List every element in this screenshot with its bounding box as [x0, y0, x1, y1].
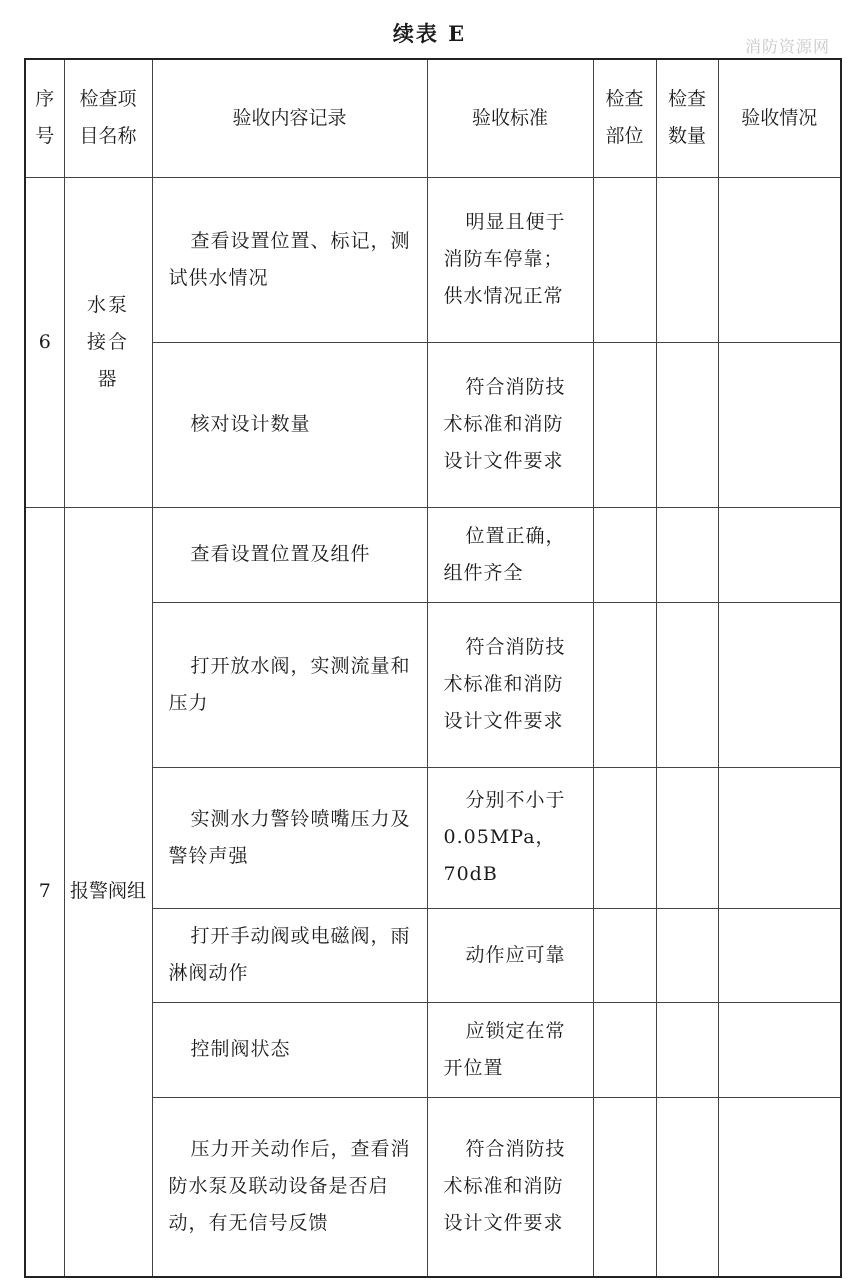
seq-cell: 6: [25, 177, 64, 507]
record-cell: [152, 1002, 427, 1097]
qty-cell: [656, 1097, 718, 1277]
header-row: [25, 59, 841, 177]
qty-cell: [656, 767, 718, 908]
table-row: [25, 177, 841, 342]
acceptance-table: [24, 58, 842, 1278]
status-cell: [718, 767, 841, 908]
standard-cell: [427, 177, 593, 342]
record-cell: [152, 602, 427, 767]
part-cell: [593, 908, 656, 1002]
item-name-cell: 报警阀组: [64, 507, 152, 1277]
record-text: 查看设置位置及组件: [190, 543, 371, 565]
record-text: 核对设计数量: [190, 413, 311, 435]
record-text: 查看设置位置、标记，测试供水情况: [168, 229, 411, 289]
item-name-cell: 水泵接合器: [64, 177, 152, 507]
status-cell: [718, 908, 841, 1002]
seq-cell: 7: [25, 507, 64, 1277]
watermark-text: 消防资源网: [745, 37, 831, 56]
standard-cell: [427, 1097, 593, 1277]
status-cell: [718, 1002, 841, 1097]
record-text: 实测水力警铃喷嘴压力及警铃声强: [168, 807, 411, 867]
qty-cell: [656, 177, 718, 342]
status-cell: [718, 342, 841, 507]
record-cell: [152, 177, 427, 342]
standard-cell: [427, 602, 593, 767]
standard-text: 应锁定在常开位置: [443, 1019, 566, 1079]
status-cell: [718, 602, 841, 767]
part-cell: [593, 177, 656, 342]
qty-cell: [656, 342, 718, 507]
record-cell: [152, 342, 427, 507]
qty-cell: [656, 908, 718, 1002]
header-qty: 检查数量: [656, 59, 718, 177]
part-cell: [593, 767, 656, 908]
table-row: [25, 507, 841, 602]
part-cell: [593, 507, 656, 602]
qty-cell: [656, 602, 718, 767]
record-text: 打开放水阀，实测流量和压力: [168, 654, 411, 714]
record-text: 控制阀状态: [190, 1038, 291, 1060]
standard-text: 符合消防技术标准和消防设计文件要求: [443, 376, 566, 472]
standard-text: 符合消防技术标准和消防设计文件要求: [443, 1138, 566, 1235]
part-cell: [593, 1002, 656, 1097]
record-text: 压力开关动作后，查看消防水泵及联动设备是否启动，有无信号反馈: [168, 1138, 411, 1235]
part-cell: [593, 1097, 656, 1277]
header-seq: 序号: [25, 59, 64, 177]
standard-text: 符合消防技术标准和消防设计文件要求: [443, 636, 566, 732]
header-record: 验收内容记录: [152, 59, 427, 177]
qty-cell: [656, 1002, 718, 1097]
part-cell: [593, 342, 656, 507]
page-title: 续表 E: [392, 21, 467, 46]
record-text: 打开手动阀或电磁阀，雨淋阀动作: [168, 925, 411, 984]
standard-cell: [427, 767, 593, 908]
standard-cell: [427, 908, 593, 1002]
standard-cell: [427, 1002, 593, 1097]
record-cell: [152, 1097, 427, 1277]
standard-text: 动作应可靠: [465, 943, 566, 966]
standard-text: 位置正确，组件齐全: [443, 524, 566, 584]
standard-cell: [427, 507, 593, 602]
header-item-name: 检查项目名称: [64, 59, 152, 177]
record-cell: [152, 507, 427, 602]
status-cell: [718, 1097, 841, 1277]
record-cell: [152, 767, 427, 908]
standard-text: 明显且便于消防车停靠；供水情况正常: [443, 211, 566, 307]
standard-text: 分别不小于0.05MPa，70dB: [443, 789, 566, 885]
header-standard: 验收标准: [427, 59, 593, 177]
part-cell: [593, 602, 656, 767]
header-part: 检查部位: [593, 59, 656, 177]
qty-cell: [656, 507, 718, 602]
record-cell: [152, 908, 427, 1002]
standard-cell: [427, 342, 593, 507]
status-cell: [718, 177, 841, 342]
status-cell: [718, 507, 841, 602]
header-status: 验收情况: [718, 59, 841, 177]
